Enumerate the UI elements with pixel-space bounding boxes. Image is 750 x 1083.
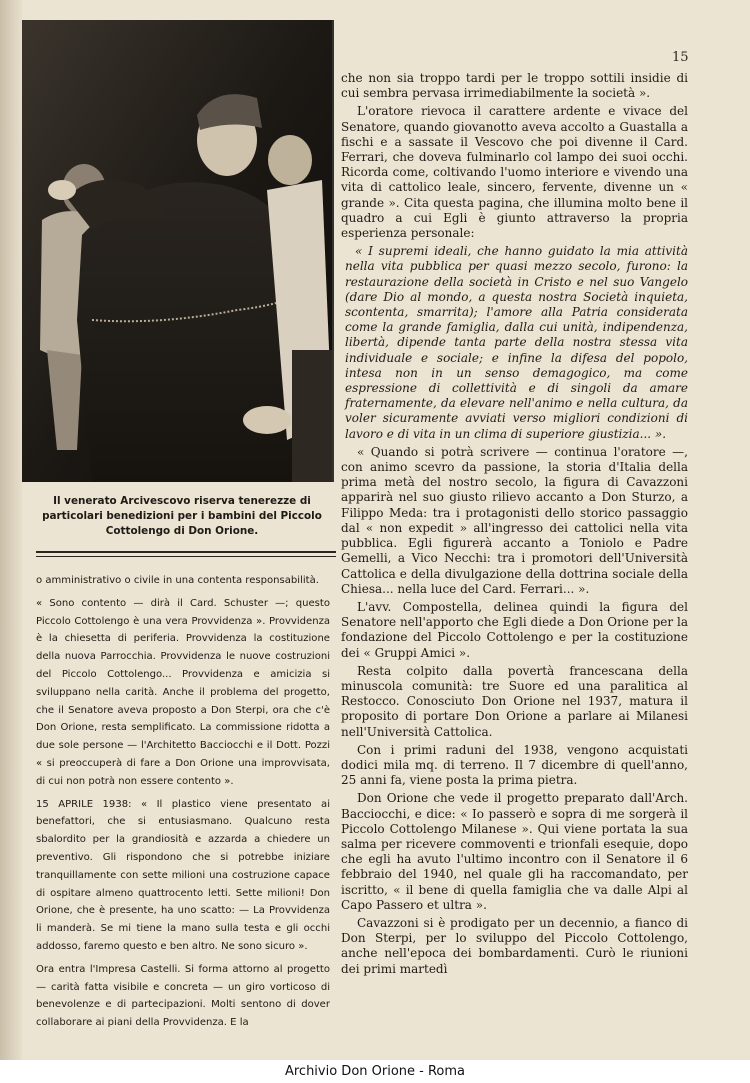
page-number: 15 [672,50,689,65]
right-paragraph: L'avv. Compostella, delinea quindi la figura del Senatore nell'apporto che Egli diede a Don Orione per la fondazione del Piccolo Cottolengo e per la costituzione dei « Gruppi Amici ». [341,599,688,660]
right-paragraph: Con i primi raduni del 1938, vengono acquistati dodici mila mq. di terreno. Il 7 dicembre di quell'anno, 25 anni fa, viene posta la prima pietra. [341,742,688,788]
page-binding-edge [0,0,22,1060]
right-paragraph: Don Orione che vede il progetto preparato dall'Arch. Bacciocchi, e dice: « Io passerò e sopra di me sorgerà il Piccolo Cottolengo Milanese ». Qui viene portata la sua salma per ricevere commoventi e trionfali esequie, dopo che egli ha avuto l'ultimo incontro con il Senatore il 6 febbraio del 1940, nel quale gli ha raccomandato, per iscritto, « il bene di quella famiglia che va dalle Alpi al Capo Passero et ultra ». [341,791,688,912]
caption-divider [36,551,336,553]
right-paragraph: Cavazzoni si è prodigato per un decennio, a fianco di Don Sterpi, per lo sviluppo del Piccolo Cottolengo, anche nell'epoca dei bombardamenti. Curò le riunioni dei primi martedì [341,915,688,976]
right-paragraph: « Quando si potrà scrivere — continua l'oratore —, con animo scevro da passione, la storia d'Italia della prima metà del nostro secolo, la figura di Cavazzoni apparirà nel suo giusto rilievo accanto a Don Sturzo, a Filippo Meda: tra i protagonisti dello storico passaggio dal « non expedit » all'ingresso dei cattolici nella vita pubblica. Egli figurerà accanto a Toniolo e Padre Gemelli, a Vico Necchi: tra i promotori dell'Università Cattolica e della divulgazione della dottrina sociale della Chiesa... nella luce del Card. Ferrari... ». [341,444,688,596]
archbishop-photo [22,20,334,482]
photo-caption: Il venerato Arcivescovo riserva tenerezze di particolari benedizioni per i bambini del Piccolo Cottolengo di Don Orione. [42,495,322,537]
right-paragraph: Resta colpito dalla povertà francescana della minuscola comunità: tre Suore ed una paralitica al Restocco. Conosciuto Don Orione nel 1937, matura il proposito di portare Don Orione a parlare ai Milanesi nell'Università Cattolica. [341,663,688,739]
quoted-passage: « I supremi ideali, che hanno guidato la mia attività nella vita pubblica per quasi mezzo secolo, furono: la restaurazione della società in Cristo e nel suo Vangelo (dare Dio al mondo, a questa nostra Società inquieta, scontenta, smarrita); l'amore alla Patria considerata come la grande famiglia, dalla cui unità, indipendenza, libertà, dipende tanta parte della nostra stessa vita individuale e sociale; e infine la difesa del popolo, intesa non in un senso demagogico, ma come espressione di collettività e di singoli da amare fraternamente, da elevare nell'animo e nella cultura, da voler sicuramente avviati verso migliori condizioni di lavoro e di vita in un clima di superiore giustizia... ». [345,244,688,441]
left-paragraph: « Sono contento — dirà il Card. Schuster —; questo Piccolo Cottolengo è una vera Provvidenza ». Provvidenza è la chiesetta di periferia. Provvidenza la costituzione della nuova Parrocchia. Provvidenza le nuove costruzioni del Piccolo Cottolengo... Provvidenza e amicizia si sviluppano nella carità. Anche il problema del progetto, che il Senatore aveva proposto a Don Sterpi, ora che c'è Don Orione, resta semplificato. La commissione ridotta a due sole persone — l'Architetto Bacciocchi e il Dott. Pozzi « si preoccuperà di fare a Don Orione una improvvisata, di cui non potrà non essere contento ». [36,597,330,787]
photo-illustration [22,20,332,482]
archive-footer: Archivio Don Orione - Roma [0,1060,750,1083]
left-paragraph: o amministrativo o civile in una contenta responsabilità. [36,575,319,586]
caption-divider-thin [36,556,336,557]
left-column-text [36,572,330,1062]
right-paragraph: che non sia troppo tardi per le troppo sottili insidie di cui sembra pervasa irrimediabilmente la società ». [341,71,688,101]
right-column-text [341,71,688,1061]
right-paragraph: L'oratore rievoca il carattere ardente e vivace del Senatore, quando giovanotto aveva accolto a Guastalla a fischi e a sassate il Vescovo che poi divenne il Card. Ferrari, che doveva fulminarlo col lampo dei suoi occhi. Ricorda come, coltivando l'uomo interiore e vivendo una vita di cattolico leale, sincero, fervente, divenne un « grande ». Cita questa pagina, che illumina molto bene il quadro a cui Egli è giunto attraverso la propria esperienza personale: [341,104,688,241]
left-paragraph: 15 APRILE 1938: « Il plastico viene presentato ai benefattori, che si entusiasmano. Qualcuno resta sbalordito per la grandiosità e azzarda a chiedere un preventivo. Gli rispondono che si potrebbe iniziare tranquillamente con sette milioni una costruzione capace di ospitare almeno quattrocento letti. Sette milioni! Don Orione, che è presente, ha uno scatto: — La Provvidenza li manderà. Se mi tiene la mano sulla testa e gli occhi addosso, faremo questo e ben altro. Ne sono sicuro ». [36,798,330,952]
left-paragraph: Ora entra l'Impresa Castelli. Si forma attorno al progetto — carità fatta visibile e concreta — un giro vorticoso di benevolenze e di partecipazioni. Molti sentono di dover collaborare ai piani della Provvidenza. E la [36,963,330,1029]
